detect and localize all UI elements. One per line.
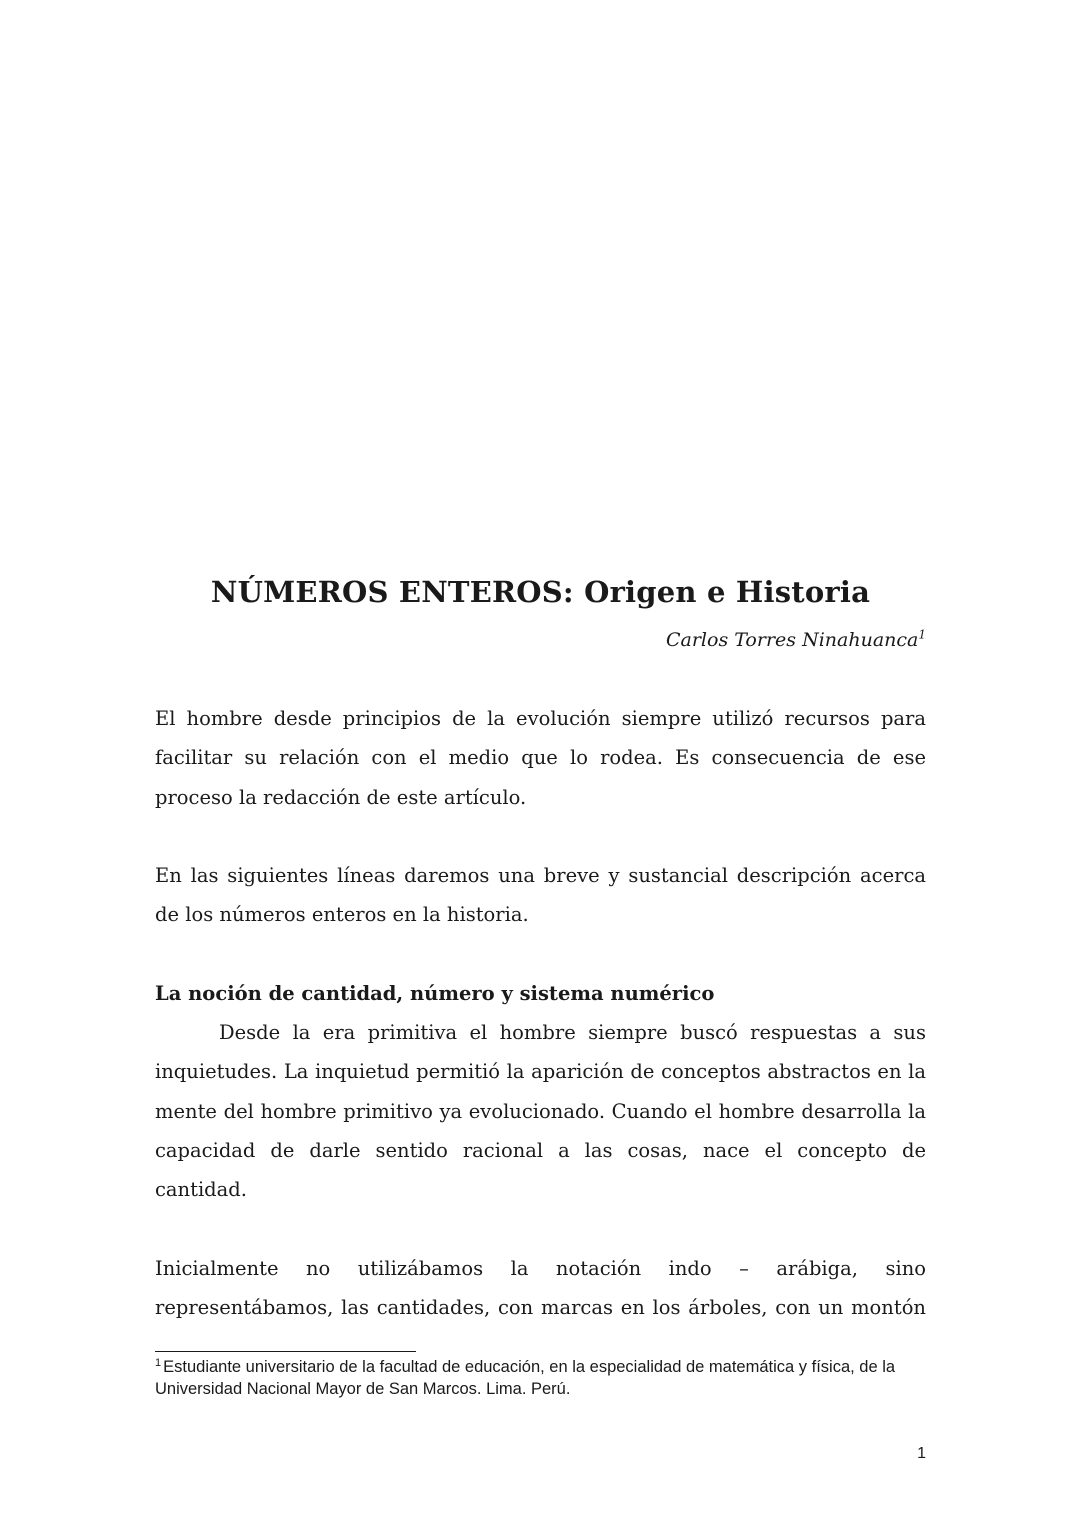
author-footnote-marker: 1 <box>918 627 926 642</box>
footnote-text: Estudiante universitario de la facultad de educación, en la especialidad de matemática y física, de la Universidad Nacional Mayor de San Marcos. Lima. Perú. <box>155 1358 896 1398</box>
intro-paragraph-1: El hombre desde principios de la evolución siempre utilizó recursos para facilitar su relación con el medio que lo rodea. Es consecuencia de ese proceso la redacción de este artículo. <box>155 707 926 809</box>
section-heading: La noción de cantidad, número y sistema numérico <box>155 982 715 1005</box>
author-name: Carlos Torres Ninahuanca <box>665 629 919 651</box>
footnote-separator <box>155 1351 416 1352</box>
page-number: 1 <box>917 1445 926 1462</box>
author-line <box>155 626 926 654</box>
section-paragraph-2: Inicialmente no utilizábamos la notación indo – arábiga, sino representábamos, las cantidades, con marcas en los árboles, con un montón <box>155 1257 926 1320</box>
section-paragraph-1: Desde la era primitiva el hombre siempre buscó respuestas a sus inquietudes. La inquietud permitió la aparición de conceptos abstractos en la mente del hombre primitivo ya evolucionado. Cuando el hombre desarrolla la capacidad de darle sentido racional a las cosas, nace el concepto de cantidad. <box>155 1021 926 1202</box>
document-title: NÚMEROS ENTEROS: Origen e Historia <box>210 575 871 609</box>
footnote <box>155 1356 926 1400</box>
footnote-marker: 1 <box>155 1356 162 1369</box>
intro-paragraph-2: En las siguientes líneas daremos una breve y sustancial descripción acerca de los números enteros en la historia. <box>155 864 926 927</box>
